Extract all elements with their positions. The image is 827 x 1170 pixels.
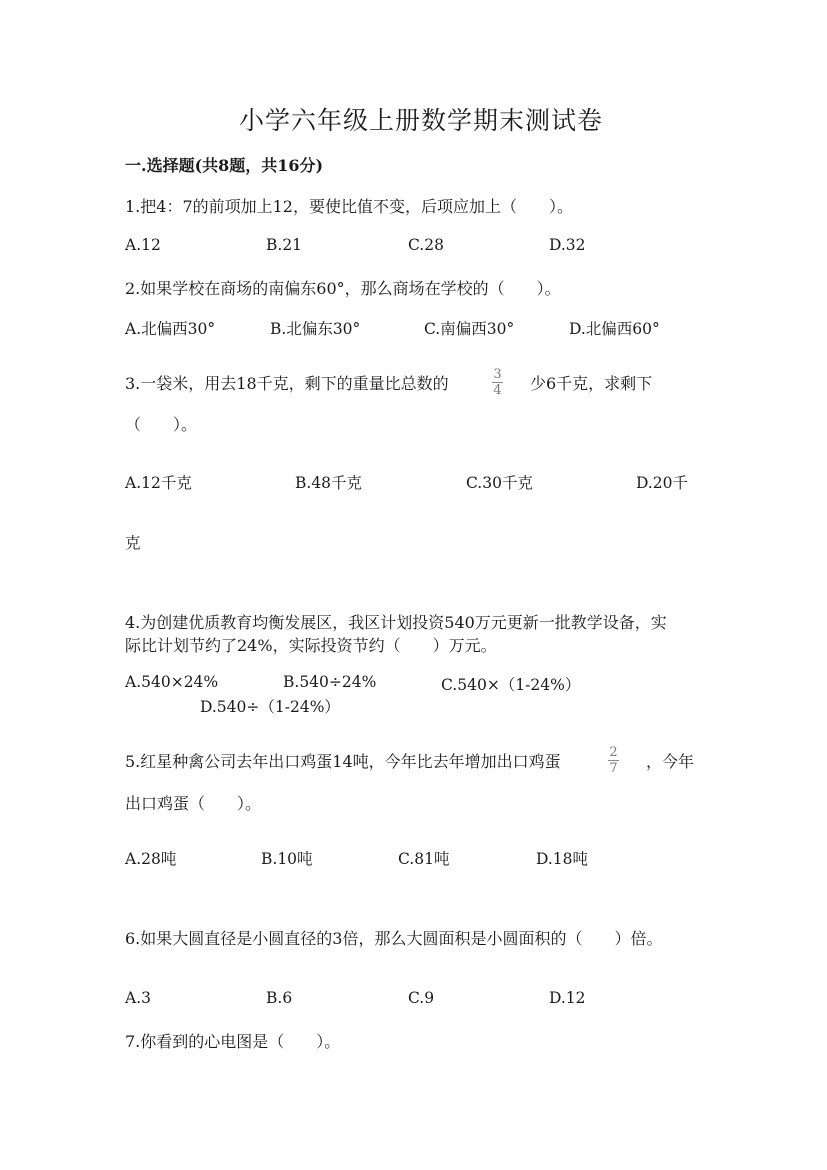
question-3-option-d-wrap: 克 <box>125 534 141 552</box>
question-2-text: 2.如果学校在商场的南偏东60°，那么商场在学校的（ ）。 <box>125 279 561 298</box>
question-6-option-b[interactable]: B.6 <box>266 989 293 1007</box>
question-6-text: 6.如果大圆直径是小圆直径的3倍，那么大圆面积是小圆面积的（ ）倍。 <box>125 929 663 948</box>
question-2-option-b[interactable]: B.北偏东30° <box>270 320 361 338</box>
fraction-denominator: 7 <box>609 761 618 776</box>
question-3-text-part-b: 少6千克，求剩下 <box>530 374 653 393</box>
question-5-option-d[interactable]: D.18吨 <box>536 850 589 868</box>
question-3-option-a[interactable]: A.12千克 <box>125 474 192 492</box>
question-5-text-part-b: ，今年 <box>646 752 695 771</box>
question-3-fraction <box>492 368 503 397</box>
question-6-option-a[interactable]: A.3 <box>125 989 151 1007</box>
question-4-text-line-2: 际比计划节约了24%，实际投资节约（ ）万元。 <box>125 636 497 655</box>
question-1-option-a[interactable]: A.12 <box>125 236 161 254</box>
page-title: 小学六年级上册数学期末测试卷 <box>239 106 604 135</box>
question-3-text-part-c: （ ）。 <box>125 415 198 434</box>
question-2-option-d[interactable]: D.北偏西60° <box>569 320 660 338</box>
question-3-option-c[interactable]: C.30千克 <box>466 474 533 492</box>
question-5-option-c[interactable]: C.81吨 <box>398 850 450 868</box>
question-6-option-d[interactable]: D.12 <box>549 989 586 1007</box>
question-7-text: 7.你看到的心电图是（ ）。 <box>125 1032 341 1051</box>
question-5-option-a[interactable]: A.28吨 <box>125 850 177 868</box>
question-4-option-a[interactable]: A.540×24% <box>125 673 219 691</box>
question-4-text-line-1: 4.为创建优质教育均衡发展区，我区计划投资540万元更新一批教学设备，实 <box>125 613 667 632</box>
question-3-option-d[interactable]: D.20千 <box>636 474 689 492</box>
question-1-option-b[interactable]: B.21 <box>266 236 303 254</box>
question-5-text-part-c: 出口鸡蛋（ ）。 <box>125 794 262 813</box>
question-4-option-c[interactable]: C.540×（1-24%） <box>441 676 581 694</box>
question-5-fraction <box>608 746 619 775</box>
fraction-denominator: 4 <box>493 383 502 398</box>
question-3-text-part-a: 3.一袋米，用去18千克，剩下的重量比总数的 <box>125 374 449 393</box>
question-5-option-b[interactable]: B.10吨 <box>261 850 313 868</box>
question-3-option-b[interactable]: B.48千克 <box>295 474 363 492</box>
fraction-numerator: 3 <box>493 367 502 382</box>
fraction-numerator: 2 <box>609 745 618 760</box>
question-1-option-d[interactable]: D.32 <box>549 236 586 254</box>
section-heading: 一.选择题(共8题，共16分) <box>125 156 324 175</box>
question-4-option-d[interactable]: D.540÷（1-24%） <box>200 698 340 716</box>
question-1-option-c[interactable]: C.28 <box>408 236 444 254</box>
question-1-text: 1.把4：7的前项加上12，要使比值不变，后项应加上（ ）。 <box>125 197 573 216</box>
question-6-option-c[interactable]: C.9 <box>408 989 435 1007</box>
question-5-text-part-a: 5.红星种禽公司去年出口鸡蛋14吨，今年比去年增加出口鸡蛋 <box>125 752 561 771</box>
question-2-option-c[interactable]: C.南偏西30° <box>424 320 515 338</box>
question-4-option-b[interactable]: B.540÷24% <box>283 673 377 691</box>
question-2-option-a[interactable]: A.北偏西30° <box>125 320 216 338</box>
